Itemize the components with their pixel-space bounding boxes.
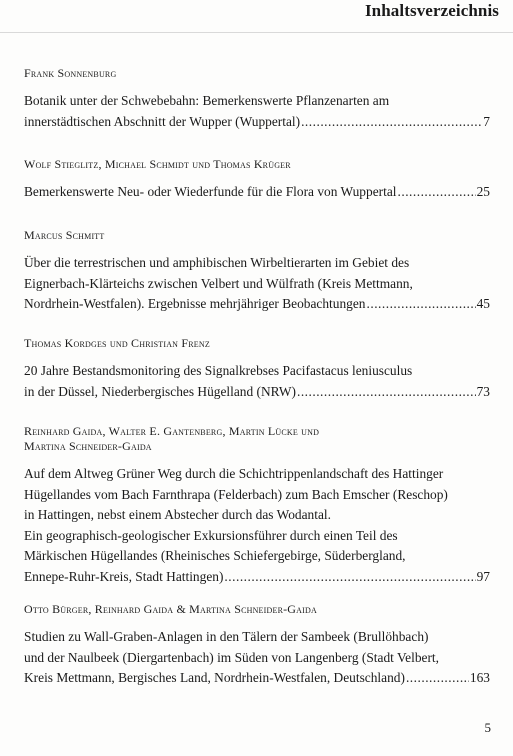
entry-title: [24, 91, 490, 132]
entry-authors: Reinhard Gaida, Walter E. Gantenberg, Martin Lücke und: [24, 424, 320, 438]
entry-title-line: Botanik unter der Schwebebahn: Bemerkenswerte Pflanzenarten am: [24, 93, 390, 108]
dot-leader: [406, 668, 469, 689]
dot-leader: [297, 382, 476, 403]
entry-title: [24, 464, 490, 587]
entry-title-line: Eignerbach-Klärteichs zwischen Velbert und Wülfrath (Kreis Mettmann,: [24, 275, 413, 291]
toc-entry: [24, 424, 490, 587]
entry-authors: Otto Bürger, Reinhard Gaida & Martina Schneider-Gaida: [24, 602, 317, 616]
entry-title-line: Auf dem Altweg Grüner Weg durch die Schichtrippenlandschaft des Hattinger: [24, 466, 444, 481]
entry-page-number: 73: [476, 383, 490, 399]
entry-page-number: 25: [476, 184, 490, 199]
entry-title-last-line[interactable]: [24, 567, 490, 588]
toc-entry: [24, 157, 490, 203]
toc-entry: [24, 66, 490, 132]
entry-title-line: Hügellandes vom Bach Farnthrapa (Felderbach) zum Bach Emscher (Reschop): [24, 486, 448, 502]
entry-title-line: Bemerkenswerte Neu- oder Wiederfunde für die Flora von Wuppertal: [24, 184, 397, 199]
entry-authors: Marcus Schmitt: [24, 228, 105, 242]
entry-page-number: 7: [483, 113, 490, 129]
entry-title-line: Kreis Mettmann, Bergisches Land, Nordrhein-Westfalen, Deutschland): [24, 670, 405, 685]
dot-leader: [301, 112, 482, 133]
page-number: 5: [484, 720, 491, 735]
entry-authors: Frank Sonnenburg: [24, 66, 117, 80]
entry-title-last-line[interactable]: [24, 668, 490, 689]
entry-title: [24, 627, 490, 689]
dot-leader: [224, 567, 475, 588]
entry-page-number: 45: [476, 296, 490, 311]
entry-page-number: 163: [469, 670, 490, 685]
entry-page-number: 97: [476, 568, 490, 584]
dot-leader: [367, 294, 476, 315]
toc-entry: [24, 228, 490, 315]
entry-authors: Thomas Kordges und Christian Frenz: [24, 336, 210, 350]
entry-title: [24, 253, 490, 315]
entry-title: [24, 182, 490, 203]
entry-title-line: und der Naulbeek (Diergartenbach) im Süden von Langenberg (Stadt Velbert,: [24, 649, 439, 665]
entry-authors-continued: Martina Schneider-Gaida: [24, 439, 152, 453]
header-divider: [0, 32, 513, 33]
entry-title-line: 20 Jahre Bestandsmonitoring des Signalkrebses Pacifastacus leniusculus: [24, 363, 413, 378]
entry-title-line: in Hattingen, nebst einem Abstecher durch das Wodantal.: [24, 507, 331, 522]
entry-title-last-line[interactable]: [24, 294, 490, 315]
entry-title-last-line[interactable]: [24, 112, 490, 133]
entry-title-last-line[interactable]: [24, 382, 490, 403]
entry-title-line: Studien zu Wall-Graben-Anlagen in den Tälern der Sambeek (Brullöhbach): [24, 629, 429, 644]
toc-entry: [24, 336, 490, 402]
entry-title-line: Ennepe-Ruhr-Kreis, Stadt Hattingen): [24, 568, 224, 584]
entry-title-line: Nordrhein-Westfalen). Ergebnisse mehrjähriger Beobachtungen: [24, 296, 366, 311]
entry-title-line: in der Düssel, Niederbergisches Hügelland (NRW): [24, 383, 296, 399]
entry-title-last-line[interactable]: [24, 182, 490, 203]
entry-title-line: Über die terrestrischen und amphibischen Wirbeltierarten im Gebiet des: [24, 255, 410, 270]
entry-authors: Wolf Stieglitz, Michael Schmidt und Thomas Krüger: [24, 157, 291, 171]
entry-title: [24, 361, 490, 402]
page-title: Inhaltsverzeichnis: [364, 1, 499, 20]
entry-title-line: Ein geographisch-geologischer Exkursionsführer durch einen Teil des: [24, 527, 398, 543]
entry-title-line: innerstädtischen Abschnitt der Wupper (Wuppertal): [24, 113, 301, 129]
toc-entry: [24, 602, 490, 689]
dot-leader: [398, 182, 476, 203]
entry-title-line: Märkischen Hügellandes (Rheinisches Schiefergebirge, Süderbergland,: [24, 548, 406, 563]
